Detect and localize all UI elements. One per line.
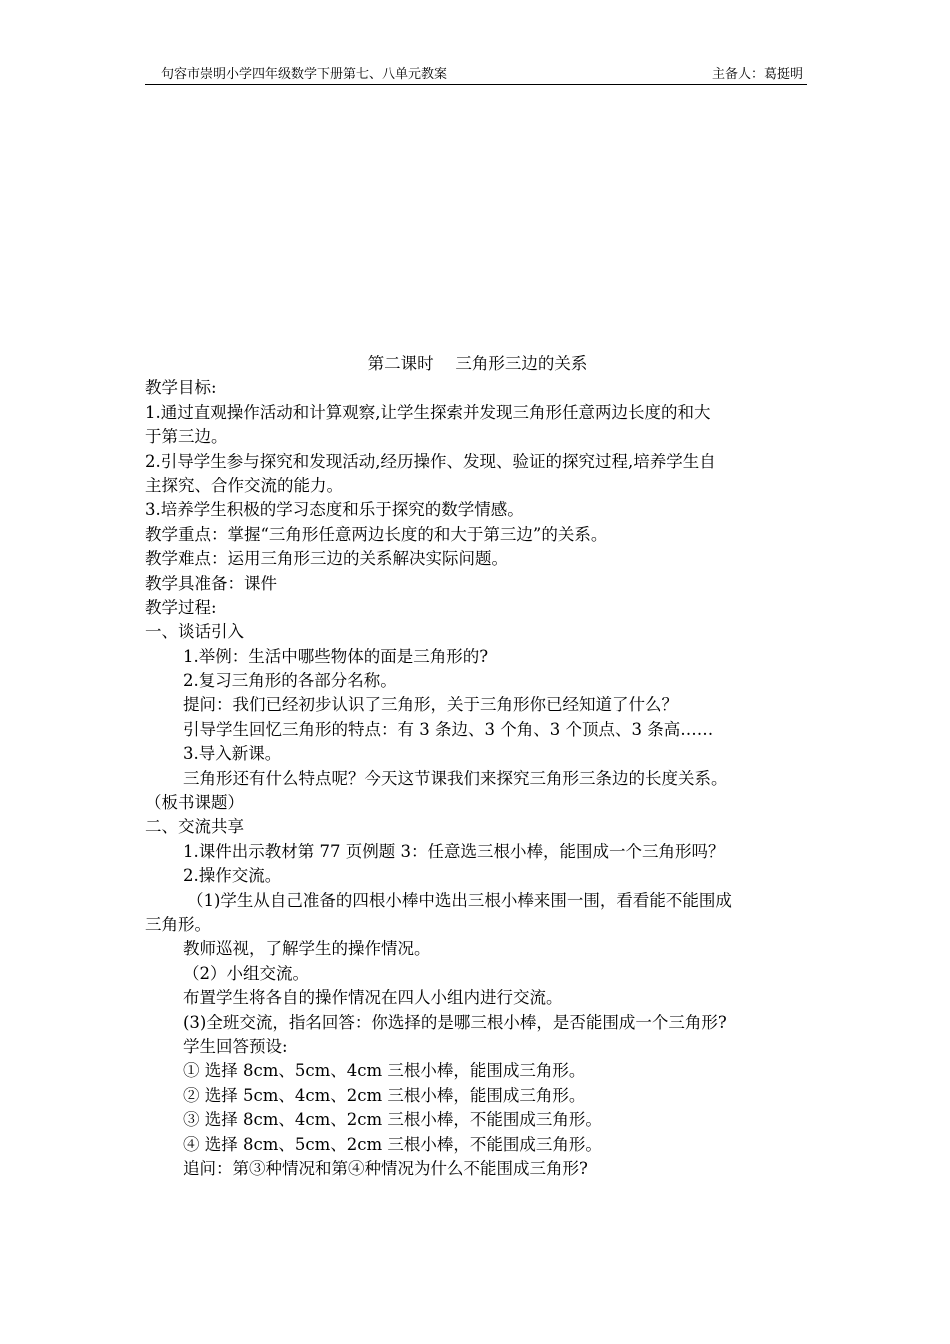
page-header bbox=[145, 66, 807, 85]
section-heading: 教学过程: bbox=[145, 597, 217, 617]
lesson-content bbox=[145, 352, 810, 1181]
paragraph-line: 引导学生回忆三角形的特点：有 3 条边、3 个角、3 个顶点、3 条高…… bbox=[183, 719, 714, 739]
paragraph-line: 提问：我们已经初步认识了三角形，关于三角形你已经知道了什么？ bbox=[183, 695, 678, 715]
header-title: 句容市崇明小学四年级数学下册第七、八单元教案 bbox=[161, 67, 448, 82]
list-item: ① 选择 8cm、5cm、4cm 三根小棒，能围成三角形。 bbox=[183, 1061, 586, 1081]
paragraph-line: 教学重点：掌握“三角形任意两边长度的和大于第三边”的关系。 bbox=[145, 524, 608, 544]
paragraph-line: 三角形。 bbox=[145, 914, 211, 934]
section-heading: 教学目标: bbox=[145, 378, 217, 398]
paragraph-line: 2.操作交流。 bbox=[183, 866, 282, 886]
lesson-title: 第二课时 三角形三边的关系 bbox=[367, 354, 588, 373]
paragraph-line: 三角形还有什么特点呢？今天这节课我们来探究三角形三条边的长度关系。 bbox=[183, 768, 728, 788]
paragraph-line: 教师巡视，了解学生的操作情况。 bbox=[183, 939, 431, 959]
section-heading: 二、交流共享 bbox=[145, 817, 244, 837]
list-item: ③ 选择 8cm、4cm、2cm 三根小棒，不能围成三角形。 bbox=[183, 1110, 602, 1130]
paragraph-line: 2.复习三角形的各部分名称。 bbox=[183, 671, 397, 691]
list-item: ② 选择 5cm、4cm、2cm 三根小棒，能围成三角形。 bbox=[183, 1085, 586, 1105]
list-item: ④ 选择 8cm、5cm、2cm 三根小棒，不能围成三角形。 bbox=[183, 1134, 602, 1154]
paragraph-line: 3.培养学生积极的学习态度和乐于探究的数学情感。 bbox=[145, 500, 524, 520]
paragraph-line: 于第三边。 bbox=[145, 427, 228, 447]
paragraph-line: 3.导入新课。 bbox=[183, 744, 282, 764]
paragraph-line: （2）小组交流。 bbox=[183, 963, 309, 983]
paragraph-line: 教学难点：运用三角形三边的关系解决实际问题。 bbox=[145, 549, 508, 569]
header-author: 主备人：葛挺明 bbox=[711, 67, 803, 82]
paragraph-line: 主探究、合作交流的能力。 bbox=[145, 475, 343, 495]
paragraph-line: 2.引导学生参与探究和发现活动,经历操作、发现、验证的探究过程,培养学生自 bbox=[145, 451, 716, 471]
paragraph-line: 教学具准备：课件 bbox=[145, 573, 277, 593]
paragraph-line: 1.课件出示教材第 77 页例题 3：任意选三根小棒，能围成一个三角形吗？ bbox=[183, 841, 725, 861]
paragraph-line: （1)学生从自己准备的四根小棒中选出三根小棒来围一围，看看能不能围成 bbox=[187, 890, 732, 910]
paragraph-line: 1.通过直观操作活动和计算观察,让学生探索并发现三角形任意两边长度的和大 bbox=[145, 402, 711, 422]
paragraph-line: 学生回答预设: bbox=[183, 1036, 288, 1056]
section-heading: 一、谈话引入 bbox=[145, 622, 244, 642]
paragraph-line: (3)全班交流，指名回答：你选择的是哪三根小棒，是否能围成一个三角形? bbox=[183, 1012, 727, 1032]
paragraph-line: 1.举例：生活中哪些物体的面是三角形的? bbox=[183, 646, 489, 666]
paragraph-line: 追问：第③种情况和第④种情况为什么不能围成三角形? bbox=[183, 1158, 588, 1178]
paragraph-line: 布置学生将各自的操作情况在四人小组内进行交流。 bbox=[183, 988, 563, 1008]
paragraph-line: （板书课题） bbox=[145, 793, 244, 813]
